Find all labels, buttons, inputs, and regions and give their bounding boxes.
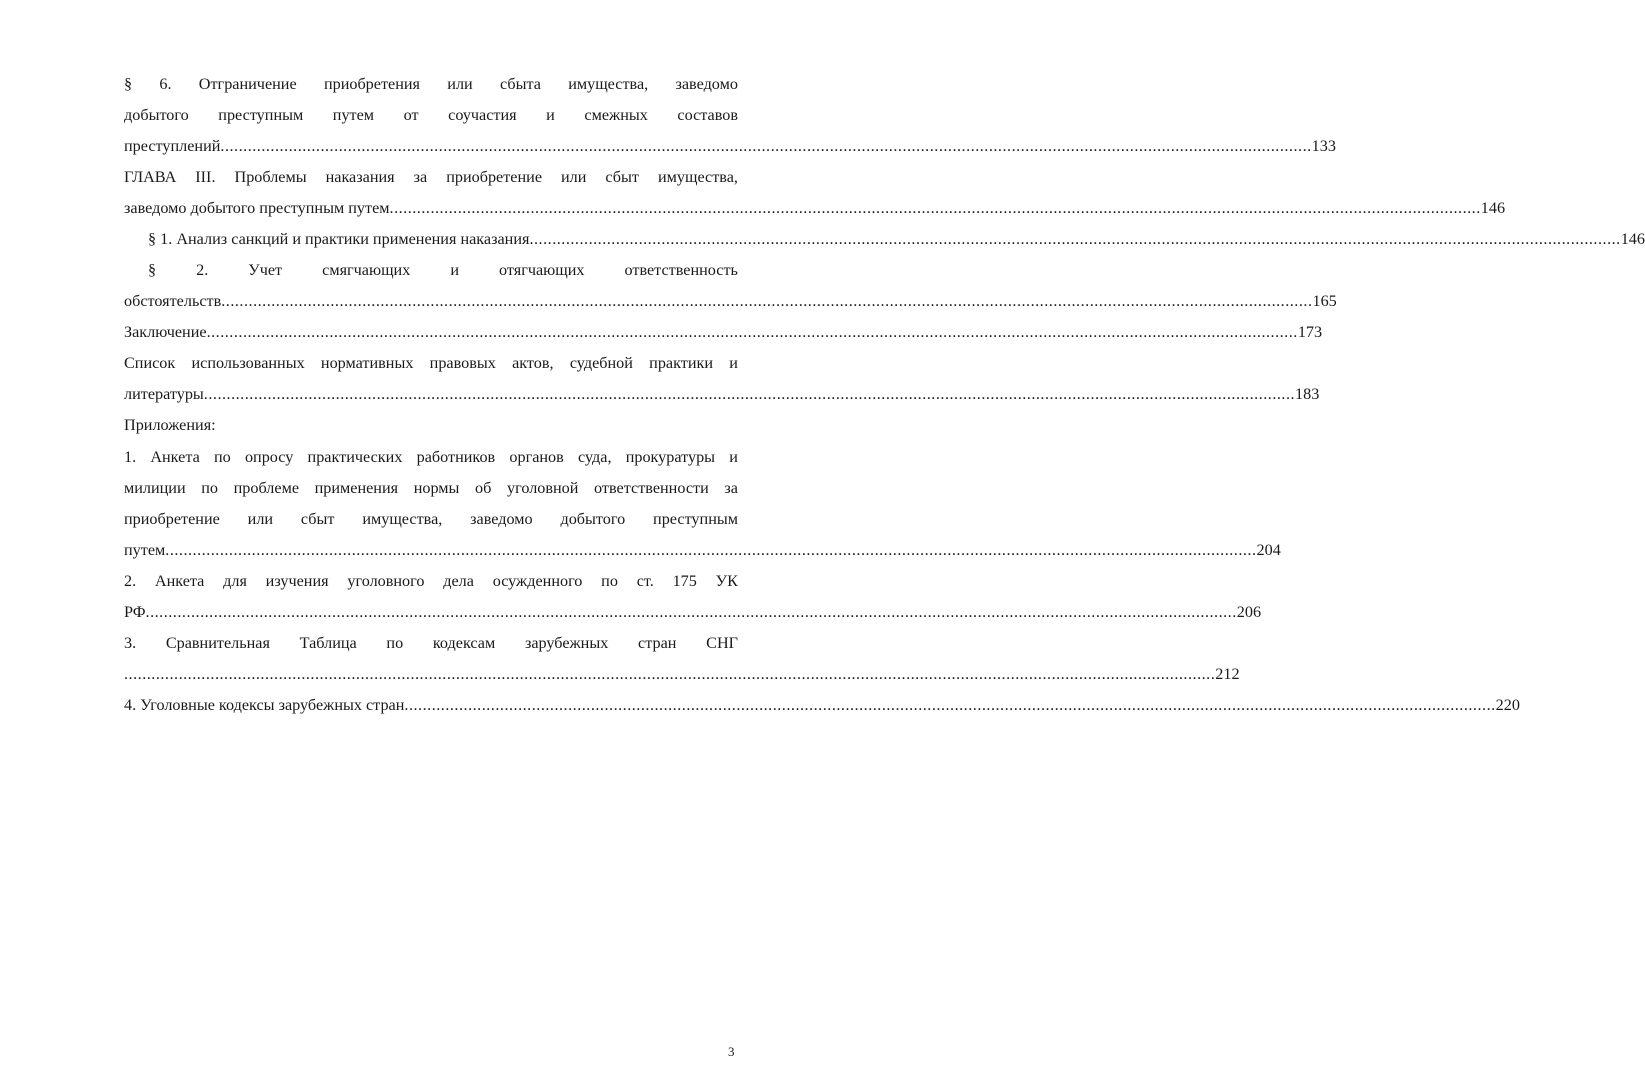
toc-s2-page: 165 — [1312, 292, 1337, 310]
toc-conclusion-text: Заключение — [124, 323, 207, 341]
toc-word: заведомо — [675, 75, 738, 93]
toc-word: добытого — [124, 106, 189, 124]
toc-word: ст. — [636, 572, 654, 590]
page-number: 3 — [728, 1044, 735, 1059]
toc-word: суда, — [577, 448, 612, 466]
toc-ch3-line2 — [124, 196, 1506, 220]
toc-sources-text: литературы — [124, 385, 204, 403]
toc-word: и — [729, 448, 738, 466]
toc-app3-page: 212 — [1215, 665, 1240, 683]
toc-word: об — [475, 479, 492, 497]
toc-s6-line1 — [124, 72, 738, 96]
toc-s1-page: 146 — [1620, 230, 1645, 248]
toc-sources-line2 — [124, 382, 1320, 406]
toc-word: зарубежных — [524, 634, 609, 652]
toc-word: прокуратуры — [625, 448, 716, 466]
toc-app2-page: 206 — [1236, 603, 1262, 621]
toc-word: или — [247, 510, 274, 528]
toc-word: от — [403, 106, 419, 124]
toc-word: Таблица — [299, 634, 357, 652]
toc-word: Сравнительная — [165, 634, 270, 652]
toc-app1-line3 — [124, 507, 738, 531]
toc-word: преступным — [218, 106, 304, 124]
toc-word: УК — [715, 572, 738, 590]
toc-word: Анкета — [154, 572, 205, 590]
toc-s6-page: 133 — [1311, 137, 1336, 155]
toc-word: по — [213, 448, 231, 466]
toc-s2-line1 — [148, 258, 738, 282]
toc-word: путем — [332, 106, 375, 124]
toc-word: осужденного — [492, 572, 583, 590]
toc-word: § — [124, 75, 133, 93]
toc-word: опросу — [244, 448, 294, 466]
toc-s1-line — [148, 227, 1645, 251]
toc-word: нормативных — [320, 354, 414, 372]
toc-word: дела — [443, 572, 474, 590]
toc-word: смежных — [584, 106, 648, 124]
toc-word: сбыт — [605, 168, 639, 186]
toc-word: ответственность — [624, 261, 738, 279]
toc-word: имущества, — [658, 168, 738, 186]
toc-app2-line1 — [124, 569, 738, 593]
toc-sources-line1 — [124, 351, 738, 375]
toc-word: практики — [649, 354, 714, 372]
toc-word: составов — [677, 106, 738, 124]
toc-word: использованных — [191, 354, 305, 372]
toc-word: сбыта — [499, 75, 541, 93]
toc-word: 6. — [159, 75, 172, 93]
toc-app4-text: 4. Уголовные кодексы зарубежных стран — [124, 696, 405, 714]
toc-word: или — [561, 168, 587, 186]
toc-dot-leader: ................................................................................................................................................................................................................................................ — [206, 323, 1298, 341]
toc-word: по — [201, 479, 219, 497]
toc-word: преступным — [653, 510, 738, 528]
toc-word: работников — [416, 448, 496, 466]
toc-word: и — [729, 354, 738, 372]
toc-word: и — [450, 261, 459, 279]
toc-word: ответственности — [594, 479, 709, 497]
toc-app3-line2 — [124, 662, 1240, 686]
toc-word: III. — [195, 168, 216, 186]
toc-word: кодексам — [432, 634, 496, 652]
toc-word: нормы — [413, 479, 460, 497]
toc-app1-line2 — [124, 476, 738, 500]
toc-word: и — [546, 106, 555, 124]
toc-word: органов — [509, 448, 564, 466]
toc-word: за — [413, 168, 428, 186]
toc-app4-line — [124, 693, 1520, 717]
toc-s6-line3 — [124, 134, 1336, 158]
toc-word: по — [601, 572, 618, 590]
toc-word: за — [724, 479, 738, 497]
toc-app2-text: РФ — [124, 603, 146, 621]
toc-ch3-line1 — [124, 165, 738, 189]
toc-appendices-heading: Приложения: — [124, 416, 216, 434]
toc-word: Проблемы — [234, 168, 307, 186]
toc-word: практических — [307, 448, 403, 466]
toc-word: имущества, — [362, 510, 443, 528]
toc-dot-leader: ................................................................................................................................................................................................................................................ — [221, 292, 1313, 310]
toc-dot-leader: ................................................................................................................................................................................................................................................ — [529, 230, 1621, 248]
toc-word: 2. — [196, 261, 209, 279]
toc-dot-leader: ................................................................................................................................................................................................................................................ — [404, 696, 1496, 714]
toc-dot-leader: ................................................................................................................................................................................................................................................ — [220, 137, 1312, 155]
toc-word: заведомо — [470, 510, 533, 528]
toc-word: отягчающих — [499, 261, 585, 279]
toc-word: соучастия — [448, 106, 517, 124]
toc-word: Учет — [248, 261, 283, 279]
toc-app1-line1 — [124, 445, 738, 469]
toc-word: смягчающих — [322, 261, 411, 279]
toc-word: добытого — [560, 510, 626, 528]
toc-conclusion-page: 173 — [1297, 323, 1323, 341]
toc-s6-line2 — [124, 103, 738, 127]
toc-dot-leader: ................................................................................................................................................................................................................................................ — [124, 665, 1216, 683]
toc-word: 3. — [124, 634, 137, 652]
toc-word: актов, — [512, 354, 554, 372]
toc-word: Анкета — [150, 448, 200, 466]
toc-conclusion-line — [124, 320, 1323, 344]
toc-s2-text: обстоятельств — [124, 292, 222, 310]
toc-word: Отграничение — [198, 75, 297, 93]
toc-word: по — [386, 634, 404, 652]
toc-word: изучения — [265, 572, 329, 590]
toc-word: наказания — [325, 168, 395, 186]
toc-word: ГЛАВА — [124, 168, 177, 186]
toc-word: приобретения — [323, 75, 420, 93]
toc-ch3-page: 146 — [1480, 199, 1506, 217]
toc-word: судебной — [569, 354, 633, 372]
toc-s6-text: преступлений — [124, 137, 221, 155]
toc-word: 2. — [124, 572, 137, 590]
toc-app1-text: путем — [124, 541, 166, 559]
toc-sources-page: 183 — [1295, 385, 1320, 403]
toc-word: уголовной — [506, 479, 579, 497]
toc-word: Список — [124, 354, 176, 372]
toc-word: для — [223, 572, 247, 590]
toc-word: приобретение — [124, 510, 220, 528]
toc-word: § — [148, 261, 157, 279]
toc-word: или — [447, 75, 473, 93]
toc-word: уголовного — [347, 572, 425, 590]
toc-dot-leader: ................................................................................................................................................................................................................................................ — [165, 541, 1257, 559]
toc-word: имущества, — [568, 75, 649, 93]
toc-word: СНГ — [706, 634, 738, 652]
toc-app2-line2 — [124, 600, 1262, 624]
toc-dot-leader: ................................................................................................................................................................................................................................................ — [389, 199, 1481, 217]
toc-word: правовых — [429, 354, 496, 372]
toc-s2-line2 — [124, 289, 1337, 313]
toc-app1-line4 — [124, 538, 1281, 562]
toc-app1-page: 204 — [1256, 541, 1281, 559]
toc-word: стран — [638, 634, 677, 652]
toc-app3-line1 — [124, 631, 738, 655]
toc-word: 175 — [672, 572, 697, 590]
toc-s1-text: § 1. Анализ санкций и практики применения наказания — [148, 230, 530, 248]
toc-word: проблеме — [233, 479, 299, 497]
toc-word: сбыт — [300, 510, 335, 528]
toc-dot-leader: ................................................................................................................................................................................................................................................ — [145, 603, 1237, 621]
toc-word: 1. — [124, 448, 137, 466]
toc-ch3-text: заведомо добытого преступным путем — [124, 199, 390, 217]
toc-word: милиции — [124, 479, 186, 497]
toc-word: приобретение — [446, 168, 543, 186]
toc-dot-leader: ................................................................................................................................................................................................................................................ — [203, 385, 1296, 403]
toc-app4-page: 220 — [1495, 696, 1520, 714]
toc-word: применения — [314, 479, 399, 497]
